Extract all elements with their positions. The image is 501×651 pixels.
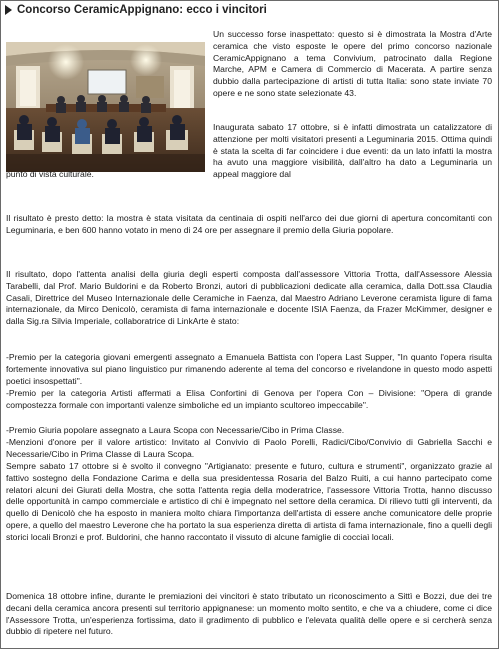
paragraph-prize-established: -Premio per la categoria Artisti affermati a Elisa Confortini di Genova per l'opera Con – Divisione: "Opera di grande compostezza formale con importanti valenze simboliche ed un impianto scultoreo impeccabile".	[6, 388, 492, 410]
paragraph-intro: Un successo forse inaspettato: questo si è dimostrata la Mostra d'Arte ceramica che visto esposte le opere del primo concorso nazionale CeramicAppignano a tema Convivium, patrocinato dalla Regione Marche, APM e Camera di Commercio di Macerata. A partire senza dubbio dalla partecipazione di artisti di tutta Italia: sono state inviate 70 opere e ne sono state selezionate 43.	[213, 29, 492, 98]
conference-photo	[6, 42, 205, 172]
paragraph-awards-sunday: Domenica 18 ottobre infine, durante le premiazioni dei vincitori è stato tributato un riconoscimento a Sittì e Bozzi, due dei tre decani della ceramica ancora presenti sul territorio appignanese: un momento molto sentito, e che va a chiudere, come ci dice l'Assessore Trotta, un'esperienza fortissima, dato il gradimento di pubblico e l'elevata qualità delle opere e si cercherà senza dubbio di ripetere nel futuro.	[6, 591, 492, 637]
paragraph-result: Il risultato è presto detto: la mostra è stata visitata da centinaia di ospiti nell'arco dei due giorni di apertura concomitanti con Leguminaria, e ben 600 hanno votato in meno di 24 ore per assegnare il premio della Giuria popolare.	[6, 213, 492, 235]
paragraph-prize-young: -Premio per la categoria giovani emergenti assegnato a Emanuela Battista con l'opera Last Supper, "In quanto l'opera risulta fortemente innovativa sul piano linguistico pur rimanendo aderente al tema del concorso e rivelandone in questo modo aspetti poetici insospettati".	[6, 352, 492, 386]
article-header	[5, 3, 267, 17]
paragraph-inauguration: Inaugurata sabato 17 ottobre, si è infatti dimostrata un catalizzatore di attenzione per molti visitatori presenti a Leguminaria 2015. Ottima quindi è stata la scelta di far coincidere i due eventi: da un lato infatti la mostra ha avuto una maggiore visibilità, dall'altro ha dato a Leguminaria un appeal maggiore dal	[213, 122, 492, 180]
paragraph-prize-popular: -Premio Giuria popolare assegnato a Laura Scopa con Necessarie/Cibo in Prima Classe.	[6, 425, 345, 435]
bullet-arrow-icon	[5, 5, 12, 15]
photo-icon	[6, 42, 205, 172]
article-title: Concorso CeramicAppignano: ecco i vincitori	[17, 4, 267, 16]
paragraph-conference: Sempre sabato 17 ottobre si è svolto il convegno "Artigianato: presente e futuro, cultura e strumenti", organizzato grazie al fattivo sostegno della Fondazione Carima e della sua presidentessa Rosaria del Balzo Ruiti, a cui hanno partecipato come relatori alcuni dei Giurati della Mostra, che sotta l'attenta regia della moderatrice, l'assessore Vittoria Trotta, hanno discusso delle opportunità in campo commerciale e artistico di chi è impegnato nel settore della ceramica. Di rilievo tutti gli interventi, da quello di Denicolò che ha esposto in maniera molto chiara l'importanza dell'artista di essere anche comunicatore delle proprie opere, a quello del maestro Leverone che ha portato la sua esperienza diretta di artista di fama internazionale, fino a quelli degli storici locali Bronzi e prof. Buldorini, che hanno raccontato il vissuto di alcune famiglie di cocciaì locali.	[6, 461, 492, 542]
paragraph-jury: Il risultato, dopo l'attenta analisi della giuria degli esperti composta dall'assessore Vittoria Trotta, dall'Assessore Alessia Tarabelli, dal Prof. Mario Buldorini e da Roberto Bronzi, autori di pubblicazioni dedicate alla ceramica, dalla Dott.ssa Claudia Casali, Direttrice del Museo Internazionale delle Ceramiche in Faenza, dal Maestro Adriano Leverone ceramista ligure di fama internazionale, da Mirco Denicolò, ceramista di fama internazionale e docente ISIA Faenza, da Frazer McKimmer, designer e dalla Sig.ra Silvia Imperiale, collaboratrice di LinkArte è stato:	[6, 269, 492, 327]
paragraph-inauguration-end: punto di vista culturale.	[6, 169, 94, 179]
paragraph-honorable-mentions: -Menzioni d'onore per il valore artistico: Invitato al Convivio di Paolo Porelli, Radici/Cibo/Convivio di Gabriella Sacchi e Necessarie/Cibo in Prima Classe di Laura Scopa.	[6, 437, 492, 459]
